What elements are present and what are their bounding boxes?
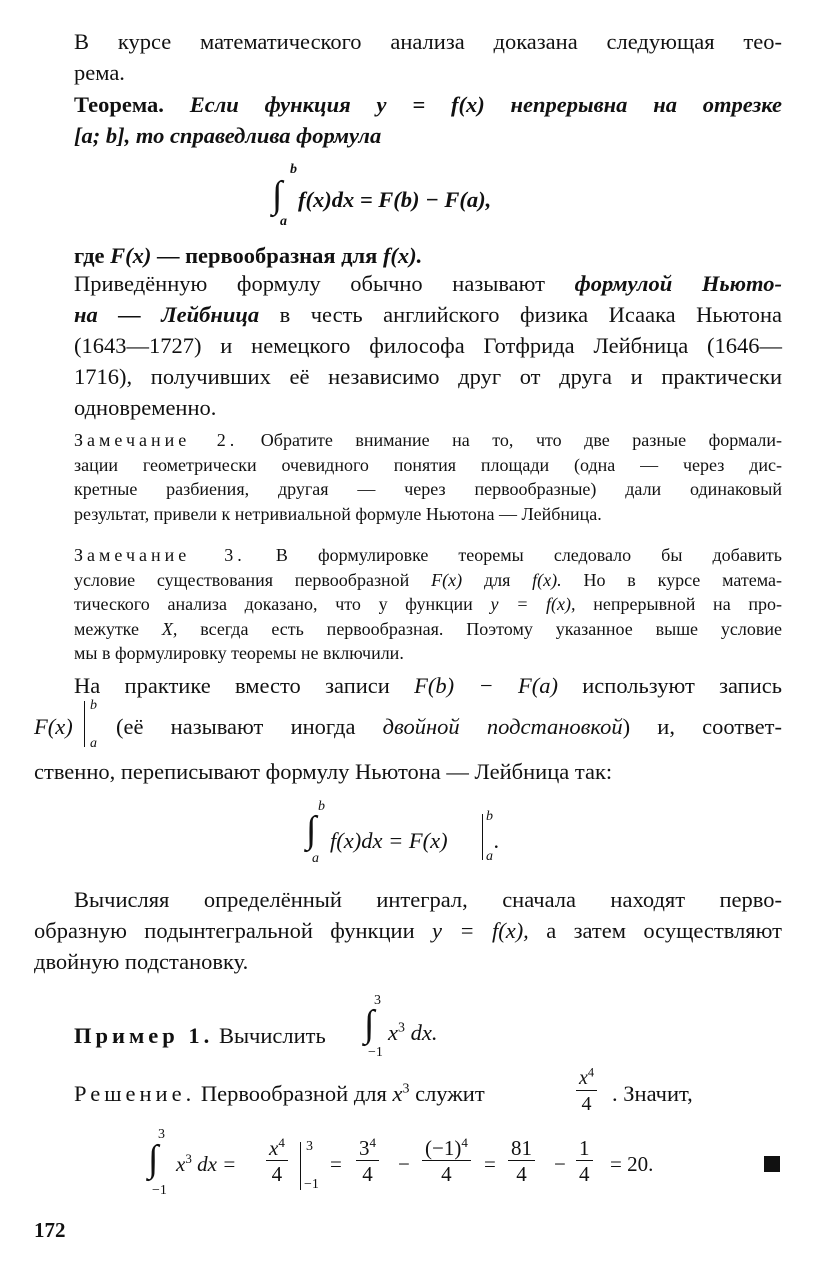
frac-num-x: x <box>579 1067 588 1089</box>
integral-sign: ∫ <box>364 1003 375 1045</box>
remark2-line-1 <box>74 428 782 453</box>
final-lower: −1 <box>152 1183 167 1198</box>
para1-line-4: 1716), получивших её независимо друг от друга и практически <box>74 364 782 389</box>
f2-num-pow: 4 <box>369 1135 377 1150</box>
final-eq-1: = <box>330 1152 342 1176</box>
f2-num-base: 3 <box>359 1136 370 1160</box>
final-sub-lower: −1 <box>304 1177 319 1192</box>
solution-x: x <box>392 1081 403 1106</box>
f3-num <box>422 1136 471 1161</box>
example-x: x <box>388 1020 398 1045</box>
formula2-end: . <box>494 828 500 853</box>
remark3-math-2: f(x). <box>532 569 562 590</box>
para2-line-2 <box>34 915 782 946</box>
where-math-2: f(x). <box>382 243 423 268</box>
practice-upper: b <box>90 698 97 713</box>
f4-den: 4 <box>516 1162 527 1186</box>
remark3-text-3b: непрерывной на про- <box>593 594 783 614</box>
practice-math-1: F(b) − F(a) <box>414 673 558 698</box>
final-x: x <box>176 1152 186 1176</box>
formula2-lower: a <box>312 851 319 866</box>
remark2-text-1: Обратите внимание на то, что две разные формали- <box>260 430 782 450</box>
f5-num: 1 <box>576 1136 593 1161</box>
practice-text-1b: используют запись <box>582 673 783 698</box>
para1-term-1: формулой Ньюто- <box>574 271 782 296</box>
example-dx: dx. <box>410 1020 438 1045</box>
fraction-x4-over-4 <box>266 1136 288 1187</box>
intro-line-1: В курсе математического анализа доказана следующая тео- <box>74 29 782 54</box>
where-math-1: F(x) <box>110 243 152 268</box>
remark3-text-3a: тического анализа доказано, что у функции <box>74 594 473 614</box>
formula1-lower-limit: a <box>280 214 287 229</box>
remark3-text-4b: всегда есть первообразная. Поэтому указанное выше условие <box>200 618 783 639</box>
where-line <box>74 240 782 271</box>
example-text: Вычислить <box>218 1023 326 1048</box>
practice-line-3 <box>34 756 782 787</box>
practice-line-2 <box>116 711 782 742</box>
example-body <box>388 1020 437 1046</box>
para1-text-1: Приведённую формулу обычно называют <box>74 271 545 296</box>
final-eq-2: = <box>484 1152 496 1176</box>
f1-num <box>266 1136 288 1161</box>
formula1-body: f(x)dx = F(b) − F(a), <box>298 187 492 212</box>
f1-den: 4 <box>271 1162 283 1186</box>
end-of-proof-square <box>764 1156 780 1172</box>
page-number: 172 <box>34 1218 66 1242</box>
solution-text-3: . Значит, <box>612 1081 693 1106</box>
remark2-line-3: кретные разбиения, другая — через первообразные) дали одинаковый <box>74 479 782 499</box>
formula2-sub-lower: a <box>486 849 493 864</box>
theorem-line-2 <box>74 120 782 151</box>
remark3-line-5: мы в формулировку теоремы не включили. <box>74 643 404 663</box>
para2-line-3: двойную подстановку. <box>34 949 249 974</box>
example-label: Пример 1. <box>74 1023 214 1048</box>
f5-den: 4 <box>579 1162 590 1186</box>
integral-sign: ∫ <box>148 1138 159 1180</box>
theorem-text-3: то справедлива формула <box>135 123 382 148</box>
final-upper: 3 <box>158 1127 165 1142</box>
remark3-math-4: X, <box>161 618 178 639</box>
practice-line-1 <box>74 670 782 701</box>
practice-text-2b: ) и, соответ- <box>622 714 782 739</box>
practice-math-2: F(x) <box>34 714 73 739</box>
fraction-3pow4-over-4 <box>356 1136 379 1187</box>
practice-lower: a <box>90 736 97 751</box>
theorem-block <box>74 89 782 151</box>
para2-math: y = f(x), <box>432 918 529 943</box>
remark3-label: Замечание 3. <box>74 545 246 565</box>
solution-line <box>74 1078 485 1109</box>
fraction-81-over-4 <box>508 1136 535 1187</box>
remark3-text-2b: для <box>483 569 511 590</box>
para1-term-2: на — Лейбница <box>74 302 260 327</box>
final-result: = 20. <box>610 1152 654 1176</box>
final-computation <box>150 1128 690 1202</box>
remark3-text-2a: условие существования первообразной <box>74 569 410 590</box>
frac-num-pow: 4 <box>587 1065 595 1080</box>
theorem-text-2: непрерывна на отрезке <box>510 92 782 117</box>
intro-paragraph <box>74 26 782 88</box>
example-lower: −1 <box>368 1045 383 1060</box>
f3-num-pow: 4 <box>461 1135 468 1150</box>
formula1-upper-limit: b <box>290 162 297 177</box>
final-sub-upper: 3 <box>306 1139 313 1154</box>
substitution-bar <box>300 1142 301 1190</box>
remark3-line-2 <box>74 568 782 593</box>
theorem-line-1 <box>74 89 782 120</box>
practice-text-2a: (её называют иногда <box>116 714 356 739</box>
practice-italic-term: двойной подстановкой <box>382 714 623 739</box>
practice-text-3: ственно, переписывают формулу Ньютона — Лейбница так: <box>34 759 613 784</box>
para1-line-5: одновременно. <box>74 395 217 420</box>
where-prefix: где <box>74 243 105 268</box>
solution-text-1: Первообразной для <box>200 1081 387 1106</box>
para1-line-3: (1643—1727) и немецкого философа Готфрида Лейбница (1646— <box>74 333 782 358</box>
solution-fraction <box>576 1066 597 1117</box>
example-1-heading <box>74 1020 326 1051</box>
final-minus-1: − <box>398 1152 410 1176</box>
remark3-line-4 <box>74 617 782 642</box>
substitution-bar <box>482 814 483 860</box>
para2-text-2b: а затем осуществляют <box>546 918 783 943</box>
integral-sign: ∫ <box>306 809 317 851</box>
computation-paragraph <box>34 884 783 977</box>
theorem-math-1: y = f(x) <box>376 92 485 117</box>
f1-num-pow: 4 <box>278 1135 285 1150</box>
para1-line-1 <box>74 268 782 299</box>
remark3-line-3 <box>74 592 782 617</box>
fraction-neg1pow4-over-4 <box>422 1136 471 1187</box>
remark3-math-3: y = f(x), <box>490 594 576 614</box>
practice-paragraph <box>74 670 782 701</box>
final-minus-2: − <box>554 1152 566 1176</box>
where-text: — первообразная для <box>156 243 378 268</box>
remark-3 <box>74 543 782 666</box>
f3-den: 4 <box>441 1162 452 1186</box>
f3-num-base: (−1) <box>425 1136 462 1160</box>
para2-line-1: Вычисляя определённый интеграл, сначала находят перво- <box>74 887 782 912</box>
solution-label: Решение. <box>74 1081 196 1106</box>
substitution-bar <box>84 701 85 747</box>
fraction-numerator <box>576 1066 597 1091</box>
theorem-math-2: [a; b], <box>74 123 131 148</box>
example-upper: 3 <box>374 993 381 1008</box>
intro-line-2: рема. <box>74 60 125 85</box>
example-power: 3 <box>398 1020 405 1036</box>
para1-line-2 <box>74 299 782 330</box>
solution-text-2: служит <box>415 1081 485 1106</box>
theorem-label: Теорема. <box>74 92 164 117</box>
para2-text-2a: образную подынтегральной функции <box>34 918 415 943</box>
practice-text-1a: На практике вместо записи <box>74 673 390 698</box>
remark3-text-1: В формулировке теоремы следовало бы добавить <box>275 545 783 565</box>
remark3-math-1: F(x) <box>431 569 463 590</box>
remark-2 <box>74 428 782 526</box>
fraction-1-over-4 <box>576 1136 593 1187</box>
remark3-text-4a: межутке <box>74 618 139 639</box>
theorem-text-1: Если функция <box>189 92 351 117</box>
f4-num: 81 <box>508 1136 535 1161</box>
remark3-line-1 <box>74 543 782 568</box>
remark2-label: Замечание 2. <box>74 430 239 450</box>
remark3-text-2c: Но в курсе матема- <box>583 569 782 590</box>
para1-text-2: в честь английского физика Исаака Ньютона <box>279 302 782 327</box>
f2-num <box>356 1136 379 1161</box>
final-dx: dx = <box>197 1152 237 1176</box>
formula2-sub-upper: b <box>486 809 493 824</box>
f1-num-x: x <box>269 1136 279 1160</box>
fraction-denominator: 4 <box>581 1093 592 1115</box>
integral-sign: ∫ <box>272 174 283 216</box>
formula2-upper: b <box>318 799 325 814</box>
final-power: 3 <box>185 1151 192 1166</box>
formula2-body: f(x)dx = F(x) <box>330 828 448 853</box>
remark2-line-2: зации геометрически очевидного понятия площади (одна — через дис- <box>74 454 782 475</box>
fraction-x4-over-4 <box>576 1066 597 1117</box>
f2-den: 4 <box>362 1162 373 1186</box>
solution-power: 3 <box>402 1081 410 1097</box>
remark2-line-4: результат, привели к нетривиальной формуле Ньютона — Лейбница. <box>74 503 602 524</box>
newton-leibniz-paragraph <box>74 268 782 423</box>
final-integrand <box>176 1152 236 1177</box>
